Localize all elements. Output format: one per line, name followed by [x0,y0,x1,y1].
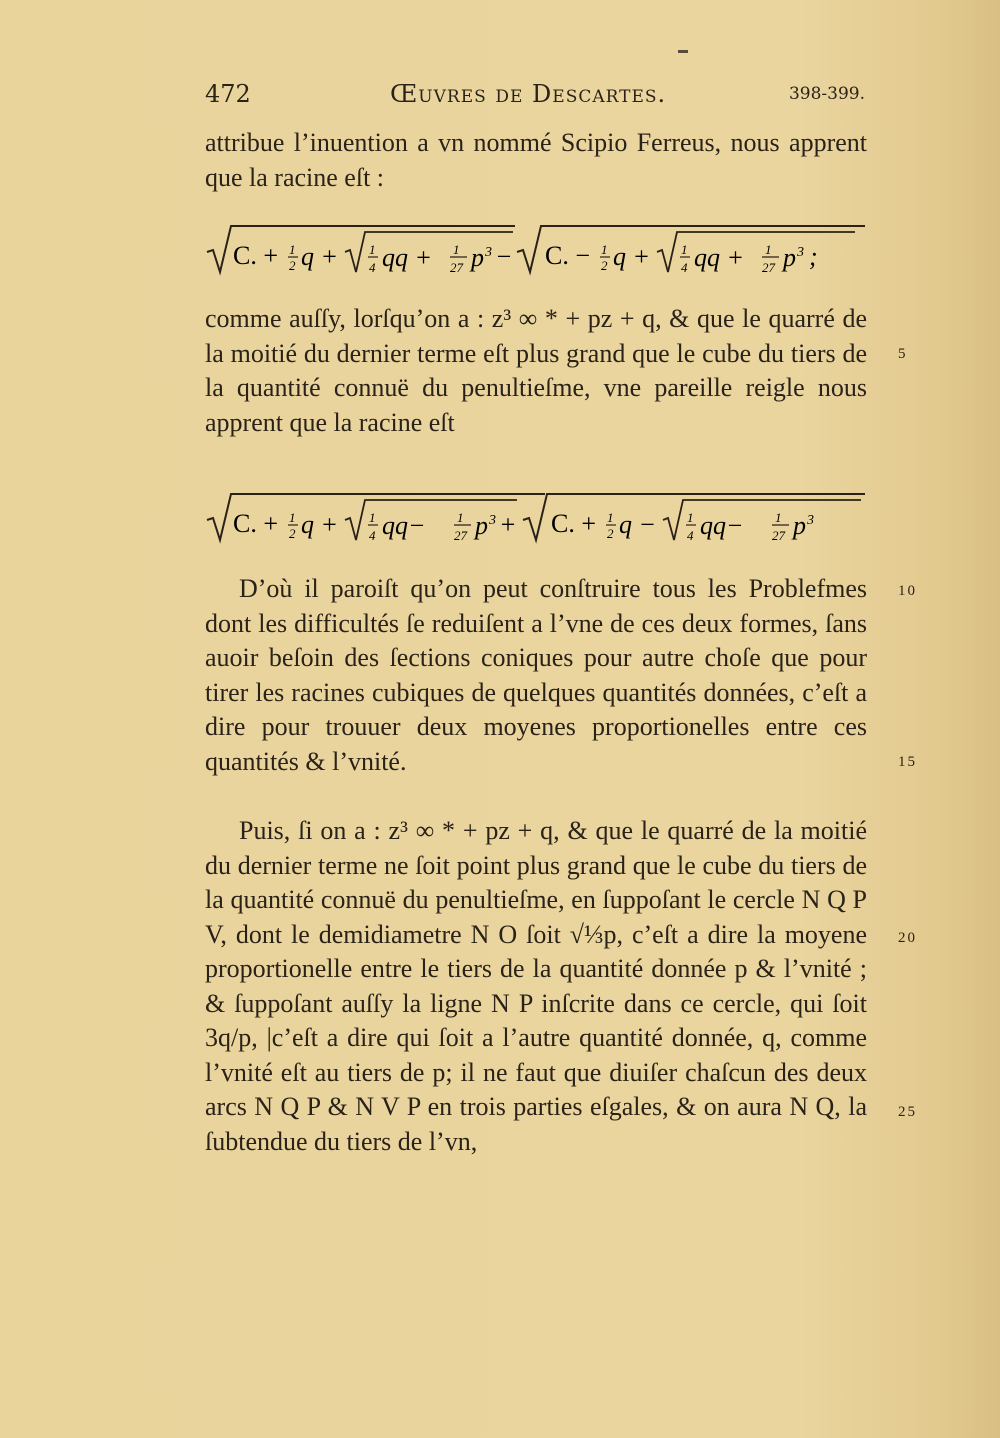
svg-text:qq +: qq + [694,243,745,272]
paragraph-3: D’où il paroiſt qu’on peut conſtruire tous les Problefmes dont les difficultés ſe reduiſent a l’vne de ces deux formes, ſans auoir beſoin des ſections coniques pour autre choſe que pour tirer les racines cubiques de quelques quantités données, c’eſt a dire pour trouuer deux moyenes proportionelles entre ces quantités & l’vnité. [205,574,867,776]
svg-text:C. +: C. + [233,241,279,270]
svg-text:1: 1 [457,510,464,525]
svg-text:1: 1 [289,242,296,257]
line-number-5: 5 [898,346,908,362]
svg-text:1: 1 [369,242,376,257]
svg-text:4: 4 [681,260,688,275]
paragraph-2: comme auſſy, lorſqu’on a : z³ ∞ * + pz + q, & que le quarré de la moitié du dernier terme eſt plus grand que le cube du tiers de la quantité connuë du penultieſme, vne pareille reigle nous apprent que la racine eſt [205,304,867,437]
line-number-25: 25 [898,1104,917,1120]
svg-text:3: 3 [807,513,814,528]
svg-text:1: 1 [453,242,460,257]
svg-text:+: + [499,510,517,539]
svg-text:qq−: qq− [700,511,744,540]
page-number: 472 [205,80,251,108]
svg-text:2: 2 [289,526,296,541]
svg-text:−: − [495,242,513,271]
running-header [205,80,865,116]
svg-text:p: p [475,511,488,540]
svg-text:1: 1 [775,510,782,525]
svg-text:1: 1 [765,242,772,257]
svg-text:C. +: C. + [551,509,597,538]
svg-text:1: 1 [607,510,614,525]
svg-text:3: 3 [489,513,496,528]
svg-text:4: 4 [687,528,694,543]
svg-text:27: 27 [450,260,463,275]
svg-text:4: 4 [369,260,376,275]
formula-cardano-2 [205,488,867,546]
paragraph-4: Puis, ſi on a : z³ ∞ * + pz + q, & que le quarré de la moitié du dernier terme ne ſoit point plus grand que le cube du tiers de la quantité connuë du penultieſme, en ſuppoſant le cercle N Q P V, dont le demidiametre N O ſoit √⅓p, c’eſt a dire la moyene proportionelle entre le tiers de la quantité donnée p & l’vnité ; & ſuppoſant auſſy la ligne N P inſcrite dans ce cercle, qui ſoit 3q/p, |c’eſt a dire qui ſoit a l’autre quantité donnée, q, comme l’vnité eſt au tiers de p; il ne faut que diuiſer chaſcun des deux arcs N Q P & N V P en trois parties eſgales, & on aura N Q, la ſubtendue du tiers de l’vn, [205,816,867,1156]
svg-text:q +: q + [301,242,339,271]
formula-1-graphic [205,220,867,278]
svg-text:2: 2 [607,526,614,541]
svg-text:27: 27 [762,260,775,275]
ink-mark [678,50,688,53]
svg-text:p: p [793,511,806,540]
formula-cardano-1 [205,220,867,278]
svg-text:qq−: qq− [382,511,426,540]
intro-paragraph: attribue l’inuention a vn nommé Scipio Ferreus, nous apprent que la racine eſt : [205,128,867,192]
svg-text:p: p [783,243,796,272]
svg-text:1: 1 [289,510,296,525]
svg-text:q +: q + [301,510,339,539]
svg-text:27: 27 [772,528,785,543]
svg-text:1: 1 [369,510,376,525]
page-reference: 398-399. [788,84,865,104]
svg-text:1: 1 [681,242,688,257]
svg-text:C. −: C. − [545,241,591,270]
formula-2-graphic [205,488,867,546]
svg-text:qq +: qq + [382,243,433,272]
svg-text:p: p [471,243,484,272]
svg-text:3: 3 [797,245,804,260]
svg-text:q +: q + [613,242,651,271]
svg-text:27: 27 [454,528,467,543]
line-number-20: 20 [898,930,917,946]
running-title: Œuvres de Descartes. [390,80,667,108]
line-number-15: 15 [898,754,917,770]
svg-text:q −: q − [619,510,657,539]
svg-text:2: 2 [601,258,608,273]
svg-text:3: 3 [485,245,492,260]
svg-text:C. +: C. + [233,509,279,538]
svg-text:2: 2 [289,258,296,273]
svg-text:1: 1 [601,242,608,257]
svg-text:1: 1 [687,510,694,525]
svg-text:;: ; [809,242,818,271]
line-number-10: 10 [898,583,917,599]
svg-text:4: 4 [369,528,376,543]
